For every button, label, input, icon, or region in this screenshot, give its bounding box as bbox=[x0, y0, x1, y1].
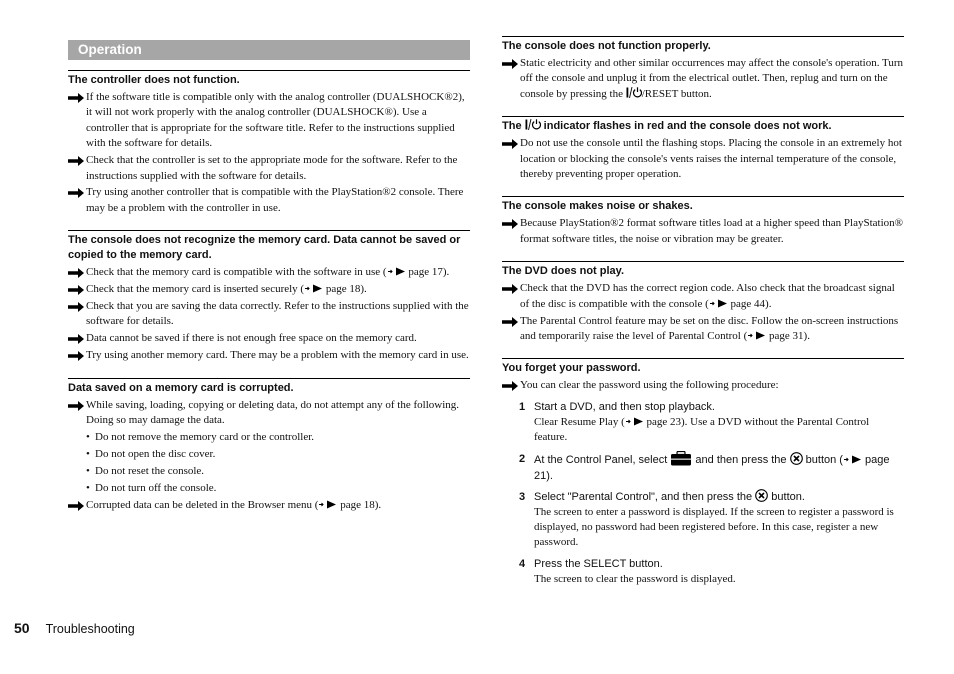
step-title: Start a DVD, and then stop playback. bbox=[534, 400, 715, 413]
procedure-step bbox=[502, 451, 904, 484]
issue-heading: You forget your password. bbox=[502, 358, 904, 376]
bullet-item: Try using another controller that is compatible with the PlayStation®2 console. There may be a problem with the controller in use. bbox=[68, 185, 470, 216]
page-reference-icon bbox=[843, 455, 862, 464]
bullet-arrow-icon bbox=[502, 317, 518, 327]
step-title: At the Control Panel, select and then press the button ( page 21). bbox=[534, 451, 904, 484]
step-number: 4 bbox=[519, 557, 526, 570]
step-title: Select "Parental Control", and then press the button. bbox=[534, 490, 805, 503]
power-standby-icon bbox=[525, 119, 541, 130]
page-reference-icon bbox=[709, 299, 728, 308]
bullet-item: Static electricity and other similar occurrences may affect the console's operation. Turn off the console and unplug it from the electrical outlet. Then, replug and turn on the console by pressing the /RESET button. bbox=[502, 56, 904, 102]
bullet-item: The Parental Control feature may be set on the disc. Follow the on-screen instructions and temporarily raise the level of Parental Control ( page 31). bbox=[502, 314, 904, 345]
issue-console-function bbox=[502, 36, 904, 102]
page-footer bbox=[14, 620, 135, 638]
bullet-arrow-icon bbox=[68, 285, 84, 295]
step-title: Press the SELECT button. bbox=[534, 557, 663, 570]
step-number: 1 bbox=[519, 400, 526, 413]
procedure-step bbox=[502, 489, 904, 551]
bullet-arrow-icon bbox=[502, 219, 518, 229]
issue-heading: The console makes noise or shakes. bbox=[502, 196, 904, 214]
issue-heading: The console does not function properly. bbox=[502, 36, 904, 54]
dot-item: • Do not reset the console. bbox=[68, 464, 470, 479]
bullet-arrow-icon bbox=[68, 334, 84, 344]
bullet-arrow-icon bbox=[68, 401, 84, 411]
bullet-arrow-icon bbox=[68, 302, 84, 312]
step-body: Clear Resume Play ( page 23). Use a DVD without the Parental Control feature. bbox=[534, 415, 870, 444]
issue-password bbox=[502, 358, 904, 587]
issue-dvd bbox=[502, 261, 904, 344]
issue-heading: The DVD does not play. bbox=[502, 261, 904, 279]
bullet-arrow-icon bbox=[68, 188, 84, 198]
section-banner: Operation bbox=[68, 40, 470, 60]
issue-noise bbox=[502, 196, 904, 247]
step-body: The screen to enter a password is displayed. If the screen to register a password is displayed, no password had been registered before. In this case, register a new password. bbox=[534, 505, 894, 549]
bullet-arrow-icon bbox=[68, 351, 84, 361]
bullet-item: Check that the memory card is compatible with the software in use ( page 17). bbox=[68, 265, 470, 280]
page-reference-icon bbox=[625, 417, 644, 426]
bullet-arrow-icon bbox=[502, 284, 518, 294]
bullet-item: Check that you are saving the data correctly. Refer to the instructions supplied with the software for details. bbox=[68, 299, 470, 330]
issue-controller bbox=[68, 70, 470, 216]
bullet-item: Check that the memory card is inserted securely ( page 18). bbox=[68, 282, 470, 297]
bullet-arrow-icon bbox=[502, 139, 518, 149]
page-reference-icon bbox=[387, 267, 406, 276]
bullet-item: If the software title is compatible only with the analog controller (DUALSHOCK®2), it will not work properly with the analog controller (DUALSHOCK®). Use a controller that is appropriate for the software title. Refer to the instructions supplied with the software for details. bbox=[68, 90, 470, 152]
bullet-arrow-icon bbox=[502, 59, 518, 69]
issue-memory-card bbox=[68, 230, 470, 363]
bullet-item: While saving, loading, copying or deleting data, do not attempt any of the following. Doing so may damage the data. bbox=[68, 398, 470, 429]
bullet-item: Because PlayStation®2 format software titles load at a higher speed than PlayStation® format software titles, the noise or vibration may be greater. bbox=[502, 216, 904, 247]
issue-heading: The console does not recognize the memory card. Data cannot be saved or copied to the memory card. bbox=[68, 230, 470, 263]
bullet-item: Corrupted data can be deleted in the Browser menu ( page 18). bbox=[68, 498, 470, 513]
page-reference-icon bbox=[318, 500, 337, 509]
cross-button-icon bbox=[755, 489, 768, 502]
dot-item: • Do not turn off the console. bbox=[68, 481, 470, 496]
step-number: 3 bbox=[519, 490, 526, 503]
page-reference-icon bbox=[747, 331, 766, 340]
page-reference-icon bbox=[304, 284, 323, 293]
issue-heading: The controller does not function. bbox=[68, 70, 470, 88]
bullet-arrow-icon bbox=[68, 501, 84, 511]
page-number: 50 bbox=[14, 620, 30, 636]
footer-section-title: Troubleshooting bbox=[45, 622, 135, 636]
cross-button-icon bbox=[790, 452, 803, 465]
dot-item: • Do not open the disc cover. bbox=[68, 447, 470, 462]
bullet-arrow-icon bbox=[68, 268, 84, 278]
toolbox-icon bbox=[670, 451, 692, 466]
procedure-step bbox=[502, 556, 904, 587]
dot-item: • Do not remove the memory card or the controller. bbox=[68, 430, 470, 445]
bullet-item: You can clear the password using the following procedure: bbox=[502, 378, 904, 393]
bullet-arrow-icon bbox=[68, 93, 84, 103]
bullet-item: Try using another memory card. There may be a problem with the memory card in use. bbox=[68, 348, 470, 363]
step-body: The screen to clear the password is displayed. bbox=[534, 572, 736, 585]
bullet-item: Do not use the console until the flashing stops. Placing the console in an extremely hot location or blocking the console's vents raises the internal temperature of the console, thereby preventing proper operation. bbox=[502, 136, 904, 182]
step-number: 2 bbox=[519, 452, 526, 465]
issue-indicator-flashes bbox=[502, 116, 904, 182]
bullet-item: Data cannot be saved if there is not enough free space on the memory card. bbox=[68, 331, 470, 346]
bullet-arrow-icon bbox=[502, 381, 518, 391]
right-column bbox=[502, 36, 904, 601]
procedure-step bbox=[502, 399, 904, 446]
bullet-arrow-icon bbox=[68, 156, 84, 166]
bullet-item: Check that the DVD has the correct region code. Also check that the broadcast signal of the disc is compatible with the console ( page 44). bbox=[502, 281, 904, 312]
issue-corrupted-data bbox=[68, 378, 470, 513]
issue-heading: The indicator flashes in red and the console does not work. bbox=[502, 116, 904, 134]
left-column bbox=[68, 36, 470, 527]
bullet-item: Check that the controller is set to the appropriate mode for the software. Refer to the instructions supplied with the software for details. bbox=[68, 153, 470, 184]
issue-heading: Data saved on a memory card is corrupted. bbox=[68, 378, 470, 396]
power-standby-icon bbox=[626, 87, 642, 98]
